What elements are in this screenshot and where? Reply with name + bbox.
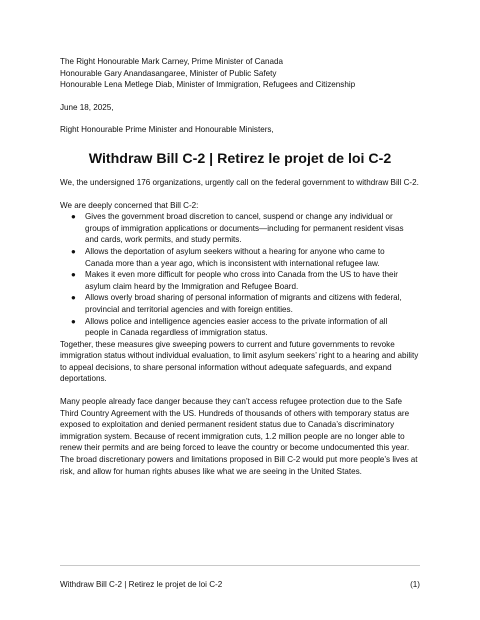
concern-text: Allows the deportation of asylum seekers without a hearing for anyone who came to Canada more than a year ago, which is inconsistent with international refugee law. xyxy=(85,246,385,268)
addressee-block xyxy=(60,56,420,91)
addressee-public-safety: Honourable Gary Anandasangaree, Minister of Public Safety xyxy=(60,68,277,78)
list-item xyxy=(60,211,420,246)
list-item xyxy=(60,316,420,339)
bullet-icon: ● xyxy=(71,270,76,280)
letter-date: June 18, 2025, xyxy=(60,102,114,112)
concern-text: Allows overly broad sharing of personal information of migrants and citizens with federal, provincial and territorial agencies and with foreign entities. xyxy=(85,293,402,314)
bullet-icon: ● xyxy=(71,293,76,303)
bullet-icon: ● xyxy=(71,246,76,256)
concern-text: Gives the government broad discretion to cancel, suspend or change any individual or groups of immigration applications or documents—including for permanent resident visas and cards, work permits, and study permits. xyxy=(85,212,404,245)
concerns-list xyxy=(60,211,420,339)
page-footer xyxy=(60,579,420,590)
footer-divider xyxy=(60,565,420,566)
intro-paragraph: We, the undersigned 176 organizations, urgently call on the federal government to withdraw Bill C-2. xyxy=(60,177,419,187)
concern-text: Allows police and intelligence agencies easier access to the private information of all people in Canada regardless of immigration status. xyxy=(85,316,388,338)
bullet-icon: ● xyxy=(71,316,76,326)
page-number: (1) xyxy=(410,580,420,589)
danger-paragraph: Many people already face danger because they can’t access refugee protection due to the Safe Third Country Agreement with the US. Hundreds of thousands of others with temporary status are exposed to exploitation and denied permanent resident status due to Canada’s discriminatory immigration system. Because of recent immigration cuts, 1.2 million people are no longer able to renew their permits and are being forced to leave the country or become undocumented this year. The broad discretionary powers and limitations proposed in Bill C-2 would put more people’s lives at risk, and allow for human rights abuses like what we are seeing in the United States. xyxy=(60,397,418,476)
list-item xyxy=(60,292,420,315)
list-item xyxy=(60,246,420,269)
together-paragraph: Together, these measures give sweeping powers to current and future governments to revoke immigration status without individual evaluation, to limit asylum seekers’ right to a hearing and ability to appeal decisions, to share personal information without adequate safeguards, and expand deportations. xyxy=(60,339,419,384)
letter-title: Withdraw Bill C-2 | Retirez le projet de loi C-2 xyxy=(88,150,392,167)
addressee-prime-minister: The Right Honourable Mark Carney, Prime Minister of Canada xyxy=(60,57,283,66)
list-item xyxy=(60,269,420,292)
bullet-icon: ● xyxy=(71,212,76,222)
footer-title: Withdraw Bill C-2 | Retirez le projet de loi C-2 xyxy=(60,580,223,589)
concern-lead: We are deeply concerned that Bill C-2: xyxy=(60,200,199,210)
addressee-immigration: Honourable Lena Metlege Diab, Minister of Immigration, Refugees and Citizenship xyxy=(60,80,356,90)
concern-text: Makes it even more difficult for people who cross into Canada from the US to have their asylum claim heard by the Immigration and Refugee Board. xyxy=(85,270,398,291)
salutation: Right Honourable Prime Minister and Honourable Ministers, xyxy=(60,125,274,135)
